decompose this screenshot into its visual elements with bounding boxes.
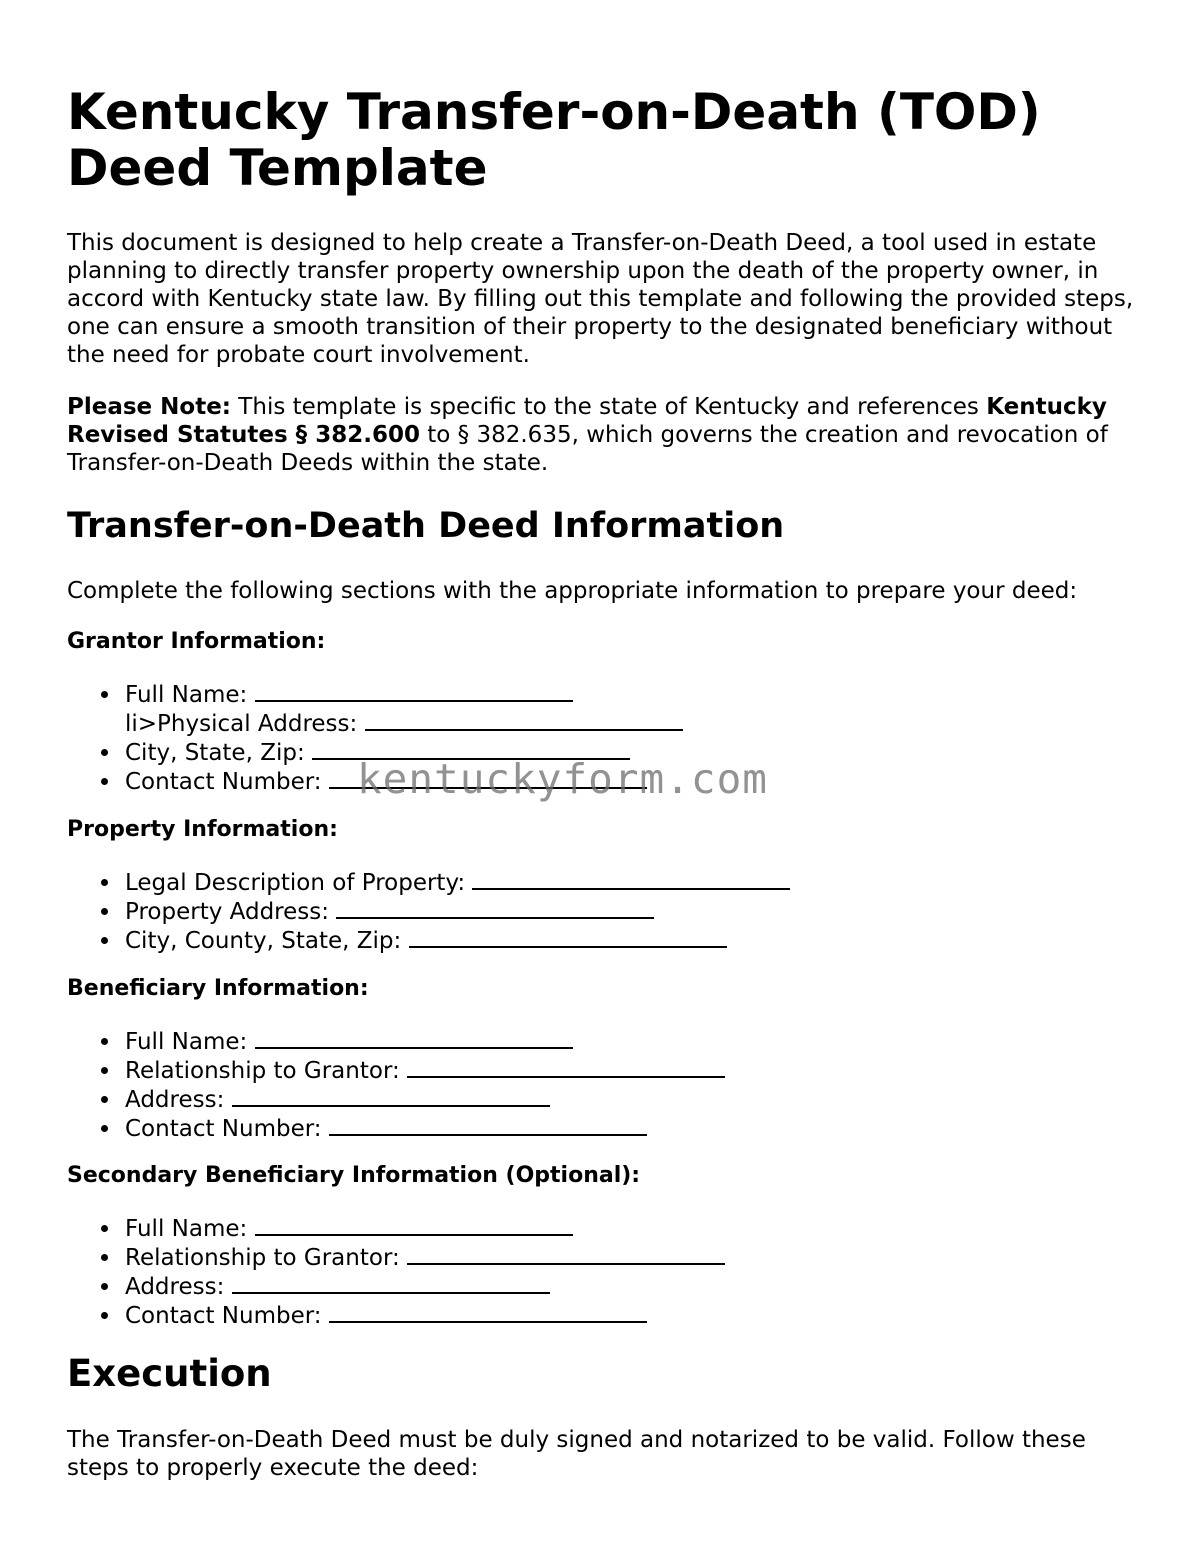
- field-label: Full Name:: [125, 1216, 248, 1242]
- beneficiary-full-name-item: [67, 1027, 725, 1056]
- secondary-beneficiary-heading: Secondary Beneficiary Information (Optional):: [67, 1163, 641, 1188]
- fill-blank[interactable]: [329, 1301, 647, 1323]
- execution-heading: Execution: [67, 1352, 272, 1395]
- beneficiary-contact-number-item: [67, 1114, 725, 1143]
- secondary-address-item: [67, 1272, 725, 1301]
- field-label: Relationship to Grantor:: [125, 1058, 400, 1084]
- fill-blank[interactable]: [255, 1027, 573, 1049]
- property-heading: Property Information:: [67, 817, 338, 842]
- field-label: Contact Number:: [125, 769, 322, 795]
- property-list: [67, 868, 790, 955]
- property-city-county-state-zip-item: [67, 926, 790, 955]
- property-legal-description-item: [67, 868, 790, 897]
- note-paragraph: [67, 393, 1142, 477]
- field-label: City, County, State, Zip:: [125, 928, 402, 954]
- fill-blank[interactable]: [232, 1085, 550, 1107]
- field-label: City, State, Zip:: [125, 740, 305, 766]
- field-label: Legal Description of Property:: [125, 870, 466, 896]
- property-address-item: [67, 897, 790, 926]
- beneficiary-relationship-item: [67, 1056, 725, 1085]
- watermark: kentuckyform.com: [357, 755, 768, 803]
- info-section-heading: Transfer-on-Death Deed Information: [67, 506, 785, 546]
- beneficiary-list: [67, 1027, 725, 1143]
- fill-blank[interactable]: [329, 1114, 647, 1136]
- fill-blank[interactable]: [409, 926, 727, 948]
- fill-blank[interactable]: [232, 1272, 550, 1294]
- field-label: Full Name:: [125, 682, 248, 708]
- fill-blank[interactable]: [255, 680, 573, 702]
- beneficiary-address-item: [67, 1085, 725, 1114]
- secondary-beneficiary-list: [67, 1214, 725, 1330]
- field-label: Relationship to Grantor:: [125, 1245, 400, 1271]
- field-label: Address:: [125, 1274, 225, 1300]
- info-section-lead: Complete the following sections with the appropriate information to prepare your deed:: [67, 578, 1078, 604]
- fill-blank[interactable]: [407, 1243, 725, 1265]
- page-title: Kentucky Transfer-on-Death (TOD) Deed Template: [67, 83, 1041, 197]
- execution-paragraph: The Transfer-on-Death Deed must be duly signed and notarized to be valid. Follow these steps to properly execute the deed:: [67, 1427, 1086, 1481]
- fill-blank[interactable]: [336, 897, 654, 919]
- fill-blank[interactable]: [365, 709, 683, 731]
- secondary-relationship-item: [67, 1243, 725, 1272]
- fill-blank[interactable]: [407, 1056, 725, 1078]
- secondary-contact-number-item: [67, 1301, 725, 1330]
- note-text-2: to § 382.635, which governs the creation and revocation of Transfer-on-Death Deeds within the state.: [67, 422, 1108, 476]
- secondary-full-name-item: [67, 1214, 725, 1243]
- grantor-heading: Grantor Information:: [67, 629, 326, 654]
- fill-blank[interactable]: [255, 1214, 573, 1236]
- fill-blank[interactable]: [472, 868, 790, 890]
- field-label: Contact Number:: [125, 1116, 322, 1142]
- beneficiary-heading: Beneficiary Information:: [67, 976, 369, 1001]
- grantor-physical-address-item: [67, 709, 683, 738]
- field-label: Contact Number:: [125, 1303, 322, 1329]
- field-label: Address:: [125, 1087, 225, 1113]
- note-text-1: This template is specific to the state of Kentucky and references: [231, 394, 987, 420]
- intro-paragraph: This document is designed to help create a Transfer-on-Death Deed, a tool used in estate planning to directly transfer property ownership upon the death of the property owner, in accord with Kentucky state law. By filling out this template and following the provided steps, one can ensure a smooth transition of their property to the designated beneficiary without the need for probate court involvement.: [67, 230, 1134, 368]
- note-label: Please Note:: [67, 394, 231, 420]
- field-label: Property Address:: [125, 899, 329, 925]
- grantor-full-name-item: [67, 680, 683, 709]
- field-label: li>Physical Address:: [125, 711, 358, 737]
- field-label: Full Name:: [125, 1029, 248, 1055]
- note-statute: Kentucky Revised Statutes § 382.600: [67, 394, 1107, 448]
